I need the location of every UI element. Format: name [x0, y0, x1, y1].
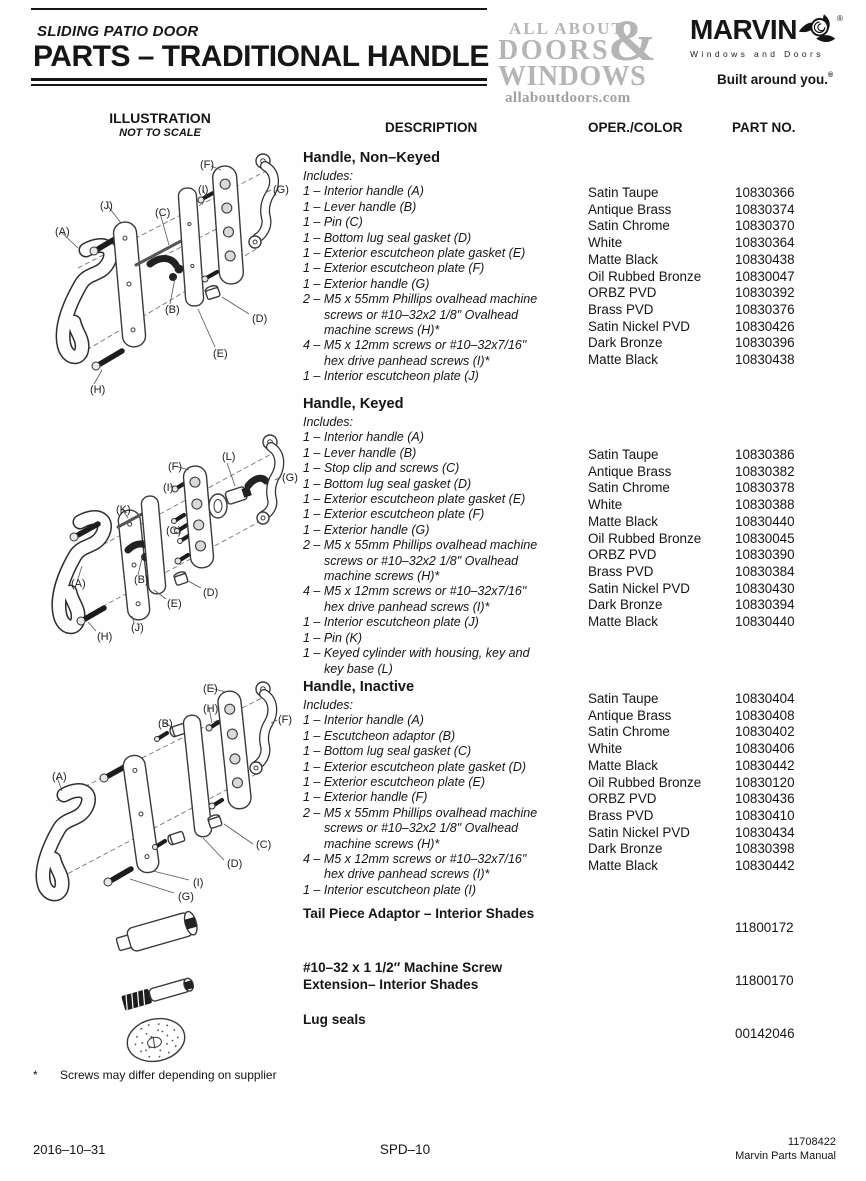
marvin-subtitle: Windows and Doors: [690, 49, 824, 59]
finish-row: [588, 791, 844, 808]
finish-row: [588, 825, 844, 842]
footer-date: 2016–10–31: [33, 1142, 106, 1157]
aad-logo-line2: DOORS: [498, 35, 611, 66]
finish-row: [588, 741, 844, 758]
column-header-part-no: PART NO.: [732, 120, 796, 135]
finish-color: Satin Nickel PVD: [588, 580, 690, 596]
finish-row: [588, 597, 844, 614]
part-number: 10830386: [735, 447, 795, 462]
extra-title-line: #10–32 x 1 1/2″ Machine Screw: [303, 960, 503, 975]
marvin-wordmark-row: [690, 16, 866, 46]
finish-color: Matte Black: [588, 352, 658, 368]
parts-list-item: 1 – Bottom lug seal gasket (C): [303, 744, 472, 759]
extra-row-tail-piece-adaptor: [303, 905, 534, 922]
finish-color: Brass PVD: [588, 563, 654, 579]
part-number: 10830382: [735, 463, 795, 479]
parts-list-item: 1 – Exterior handle (G): [303, 522, 430, 537]
footnote: [33, 1068, 277, 1082]
finish-color: Brass PVD: [588, 807, 654, 823]
finish-row: [588, 218, 844, 235]
diagram-part-label: (D): [227, 858, 243, 870]
part-number: 10830438: [735, 251, 795, 267]
finish-color: Dark Bronze: [588, 597, 663, 613]
finish-color: Antique Brass: [588, 463, 672, 479]
marvin-rose-icon: [797, 12, 837, 46]
finish-row: [588, 285, 844, 302]
finish-row: [588, 775, 844, 792]
finish-row: [588, 202, 844, 219]
finish-color: White: [588, 497, 623, 513]
finish-color: Oil Rubbed Bronze: [588, 268, 702, 284]
not-to-scale-note: NOT TO SCALE: [119, 127, 201, 139]
parts-list-item: 1 – Escutcheon adaptor (B): [303, 728, 456, 743]
parts-list-item: 1 – Exterior handle (F): [303, 790, 428, 805]
finish-color: Satin Chrome: [588, 218, 670, 234]
diagram-part-label: (D): [252, 313, 268, 325]
diagram-part-label: (E): [203, 683, 218, 695]
finish-color: Matte Black: [588, 614, 658, 630]
finish-row: [588, 185, 844, 202]
allaboutdoors-logo: [498, 8, 670, 106]
parts-list-item: 1 – Bottom lug seal gasket (D): [303, 230, 472, 245]
part-number: 10830378: [735, 480, 795, 496]
diagram-part-label: (J): [100, 200, 113, 212]
parts-list-item: 2 – M5 x 55mm Phillips ovalhead machine screws or #10–32x2 1/8" Ovalhead machine screws (H)*: [303, 805, 538, 851]
part-number: 10830410: [735, 807, 795, 823]
diagram-part-label: (I): [198, 184, 209, 196]
finish-color: Oil Rubbed Bronze: [588, 774, 702, 790]
part-number: 10830438: [735, 352, 795, 368]
part-number: 10830364: [735, 235, 795, 251]
part-number: 10830442: [735, 858, 795, 874]
diagram-part-label: (A): [71, 578, 86, 590]
finish-row: [588, 614, 844, 631]
part-number: 10830436: [735, 791, 795, 807]
includes-label: Includes:: [303, 415, 354, 429]
column-header-oper-color: OPER./COLOR: [588, 120, 683, 135]
section-keyed-description: [303, 396, 585, 677]
parts-list-keyed: [303, 430, 585, 677]
parts-list-item: 1 – Interior handle (A): [303, 713, 424, 728]
part-number: 10830047: [735, 268, 795, 284]
diagram-part-label: (A): [55, 226, 70, 238]
finish-color: Oil Rubbed Bronze: [588, 530, 702, 546]
finish-color: Satin Chrome: [588, 480, 670, 496]
parts-list-item: 4 – M5 x 12mm screws or #10–32x7/16" hex drive panhead screws (I)*: [303, 584, 527, 614]
parts-list-item: 1 – Stop clip and screws (C): [303, 461, 460, 476]
finish-color: Matte Black: [588, 251, 658, 267]
header-divider-thin: [31, 84, 487, 86]
diagram-part-label: (G): [273, 184, 289, 196]
finish-color: Matte Black: [588, 513, 658, 529]
finish-color: Matte Black: [588, 757, 658, 773]
section-title: Handle, Keyed: [303, 396, 404, 412]
part-number: 10830396: [735, 335, 795, 351]
extra-part-number: 00142046: [735, 1026, 795, 1041]
diagram-part-label: (F): [200, 159, 215, 171]
marvin-tagline: Built around you.®: [717, 72, 834, 87]
finish-color: Dark Bronze: [588, 841, 663, 857]
extra-title-line: Tail Piece Adaptor – Interior Shades: [303, 906, 535, 921]
finish-row: [588, 758, 844, 775]
part-number: 10830440: [735, 614, 795, 630]
diagram-part-label: (H): [97, 631, 113, 643]
parts-list-item: 1 – Exterior handle (G): [303, 276, 430, 291]
finish-color: ORBZ PVD: [588, 285, 657, 301]
finish-row: [588, 547, 844, 564]
finish-color: ORBZ PVD: [588, 791, 657, 807]
diagram-part-label: (A): [52, 771, 67, 783]
extra-title: [303, 905, 534, 922]
finish-row: [588, 841, 844, 858]
extra-title-line: Lug seals: [303, 1012, 366, 1027]
diagram-part-label: (G): [282, 472, 298, 484]
diagram-part-label: (H): [90, 384, 106, 396]
finish-row: [588, 497, 844, 514]
diagram-part-label: (L): [222, 451, 236, 463]
parts-list-item: 1 – Interior handle (A): [303, 430, 424, 445]
parts-list-item: 1 – Exterior escutcheon plate gasket (E): [303, 492, 526, 507]
finish-row: [588, 514, 844, 531]
part-number: 10830426: [735, 318, 795, 334]
finish-color: Antique Brass: [588, 707, 672, 723]
parts-list-item: 1 – Keyed cylinder with housing, key and key base (L): [303, 646, 530, 676]
extra-title-line: Extension– Interior Shades: [303, 977, 479, 992]
footnote-mark: *: [33, 1068, 38, 1082]
part-number: 10830370: [735, 218, 795, 234]
finish-row: [588, 335, 844, 352]
parts-list-item: 1 – Exterior escutcheon plate (E): [303, 775, 486, 790]
finish-color: White: [588, 741, 623, 757]
extra-part-number: 11800170: [735, 973, 794, 988]
finish-row: [588, 352, 844, 369]
finish-row: [588, 319, 844, 336]
finish-row: [588, 581, 844, 598]
illustration-header: ILLUSTRATION: [109, 110, 211, 126]
part-number: 10830376: [735, 301, 795, 317]
finish-row: [588, 252, 844, 269]
section-non-keyed-description: [303, 150, 585, 385]
exploded-diagram-non-keyed: [30, 146, 300, 398]
exploded-diagram-keyed: [30, 424, 300, 671]
part-number: 10830366: [735, 185, 795, 200]
marvin-wordmark: MARVIN: [690, 14, 797, 45]
aad-logo-line3: WINDOWS: [498, 61, 647, 92]
part-number: 10830392: [735, 285, 795, 301]
finish-color: Dark Bronze: [588, 335, 663, 351]
section-inactive-description: [303, 679, 585, 898]
aad-website: allaboutdoors.com: [505, 90, 631, 106]
finish-color: Matte Black: [588, 858, 658, 874]
finish-color: ORBZ PVD: [588, 547, 657, 563]
machine-screw-extension-drawing: [121, 976, 195, 1010]
parts-list-item: 1 – Exterior escutcheon plate gasket (E): [303, 246, 526, 261]
footnote-text: Screws may differ depending on supplier: [60, 1068, 277, 1082]
diagram-part-label: (H): [203, 703, 219, 715]
finish-color: White: [588, 235, 623, 251]
header-divider-thick: [31, 78, 487, 81]
parts-list-item: 1 – Interior escutcheon plate (J): [303, 369, 479, 384]
diagram-part-label: (I): [193, 877, 204, 889]
finish-row: [588, 302, 844, 319]
footer-doc-number: 11708422: [787, 1136, 836, 1148]
part-number: 10830434: [735, 824, 795, 840]
parts-list-item: 4 – M5 x 12mm screws or #10–32x7/16" hex drive panhead screws (I)*: [303, 338, 527, 368]
parts-list-non-keyed: [303, 184, 585, 384]
marvin-logo: [690, 16, 866, 87]
parts-list-item: 1 – Bottom lug seal gasket (D): [303, 476, 472, 491]
diagram-part-label: (E): [213, 348, 228, 360]
diagram-part-label: (B): [158, 718, 173, 730]
diagram-part-label: (B): [165, 304, 180, 316]
part-number: 10830120: [735, 774, 795, 790]
diagram-part-label: (E): [167, 598, 182, 610]
section-title: Handle, Inactive: [303, 679, 415, 695]
part-number: 10830430: [735, 580, 795, 596]
parts-list-item: 1 – Lever handle (B): [303, 445, 417, 460]
part-number: 10830045: [735, 530, 795, 546]
diagram-part-label: (C): [256, 839, 272, 851]
page-title: PARTS – TRADITIONAL HANDLE: [33, 40, 489, 73]
lug-seal-drawing: [123, 1013, 188, 1066]
part-number: 10830402: [735, 724, 795, 740]
part-number: 10830442: [735, 757, 795, 773]
part-number: 10830388: [735, 497, 795, 513]
document-kicker: SLIDING PATIO DOOR: [37, 23, 199, 40]
finish-table-keyed: [588, 447, 844, 631]
parts-list-item: 1 – Exterior escutcheon plate (F): [303, 261, 485, 276]
exploded-diagram-inactive: [30, 677, 300, 909]
includes-label: Includes:: [303, 169, 354, 183]
column-header-description: DESCRIPTION: [385, 120, 478, 135]
part-number: 10830394: [735, 597, 795, 613]
diagram-part-label: (K): [116, 504, 131, 516]
part-number: 10830390: [735, 547, 795, 563]
finish-color: Satin Chrome: [588, 724, 670, 740]
extra-row-lug-seals: [303, 1011, 366, 1028]
finish-row: [588, 531, 844, 548]
finish-row: [588, 269, 844, 286]
parts-list-item: 1 – Interior handle (A): [303, 184, 424, 199]
parts-list-item: 2 – M5 x 55mm Phillips ovalhead machine screws or #10–32x2 1/8" Ovalhead machine screws (H)*: [303, 292, 538, 338]
finish-color: Satin Taupe: [588, 691, 659, 706]
part-number: 10830406: [735, 741, 795, 757]
diagram-part-label: (F): [168, 461, 183, 473]
finish-row: [588, 708, 844, 725]
part-number: 10830398: [735, 841, 795, 857]
diagram-part-label: (B): [134, 574, 149, 586]
parts-list-item: 1 – Pin (C): [303, 215, 363, 230]
finish-table-non-keyed: [588, 185, 844, 369]
footer-doc-info: [735, 1136, 836, 1163]
finish-color: Satin Taupe: [588, 185, 659, 200]
parts-list-item: 1 – Exterior escutcheon plate gasket (D): [303, 759, 527, 774]
diagram-part-label: (F): [278, 714, 293, 726]
parts-list-item: 1 – Interior escutcheon plate (I): [303, 882, 477, 897]
part-number: 10830374: [735, 201, 795, 217]
finish-color: Satin Nickel PVD: [588, 824, 690, 840]
finish-color: Satin Taupe: [588, 447, 659, 462]
header-top-rule: [31, 8, 487, 10]
extra-part-number: 11800172: [735, 920, 794, 935]
finish-row: [588, 564, 844, 581]
part-number: 10830440: [735, 513, 795, 529]
finish-row: [588, 808, 844, 825]
part-number: 10830404: [735, 691, 795, 706]
finish-row: [588, 724, 844, 741]
diagram-part-label: (J): [131, 622, 144, 634]
parts-list-item: 1 – Lever handle (B): [303, 199, 417, 214]
extra-title: [303, 959, 502, 993]
parts-list-inactive: [303, 713, 585, 898]
aad-ampersand: &: [608, 8, 657, 73]
parts-list-item: 1 – Exterior escutcheon plate (F): [303, 507, 485, 522]
finish-row: [588, 235, 844, 252]
finish-row: [588, 447, 844, 464]
finish-color: Satin Nickel PVD: [588, 318, 690, 334]
footer-doc-title: Marvin Parts Manual: [735, 1149, 836, 1162]
extra-title: [303, 1011, 366, 1028]
section-title: Handle, Non–Keyed: [303, 150, 441, 166]
diagram-part-label: (G): [178, 891, 194, 903]
diagram-part-label: (C): [166, 525, 182, 537]
footer-page-number: SPD–10: [379, 1142, 431, 1157]
finish-row: [588, 691, 844, 708]
parts-list-item: 1 – Interior escutcheon plate (J): [303, 615, 479, 630]
includes-label: Includes:: [303, 698, 354, 712]
part-number: 10830384: [735, 563, 795, 579]
aad-logo-line1: ALL ABOUT: [509, 19, 625, 38]
diagram-part-label: (D): [203, 587, 219, 599]
parts-list-item: 4 – M5 x 12mm screws or #10–32x7/16" hex drive panhead screws (I)*: [303, 852, 527, 882]
column-header-illustration: [92, 110, 228, 139]
finish-color: Antique Brass: [588, 201, 672, 217]
registered-mark: ®: [836, 14, 843, 23]
diagram-part-label: (C): [155, 207, 171, 219]
finish-row: [588, 858, 844, 875]
finish-row: [588, 480, 844, 497]
parts-list-item: 2 – M5 x 55mm Phillips ovalhead machine screws or #10–32x2 1/8" Ovalhead machine screws (H)*: [303, 538, 538, 584]
finish-color: Brass PVD: [588, 301, 654, 317]
tail-piece-adaptor-drawing: [114, 910, 199, 956]
finish-table-inactive: [588, 691, 844, 875]
parts-list-item: 1 – Pin (K): [303, 630, 363, 645]
diagram-part-label: (I): [163, 482, 174, 494]
extra-row-machine-screw-extension: [303, 959, 502, 993]
part-number: 10830408: [735, 707, 795, 723]
small-parts-diagram: [108, 898, 298, 1070]
finish-row: [588, 464, 844, 481]
